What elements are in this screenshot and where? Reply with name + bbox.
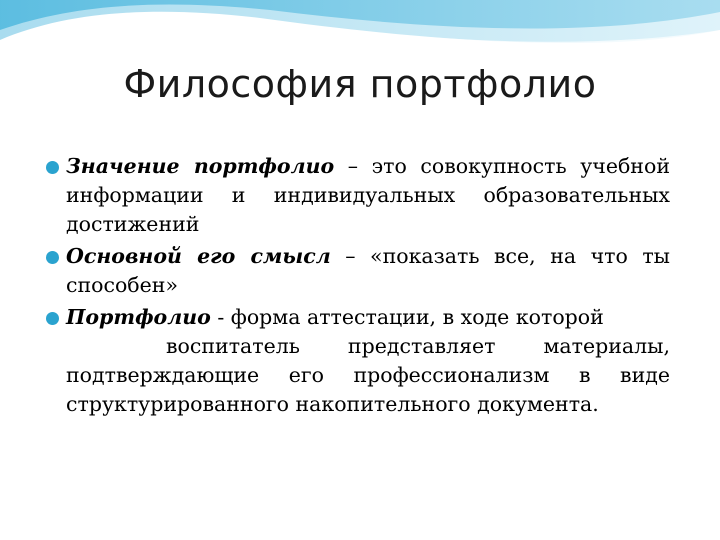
definition-text-rest: воспитатель представляет материалы, подтверждающие его профессионализм в виде структурированного накопительного документа. — [66, 334, 670, 416]
definition-text: – это совокупность учебной информации и индивидуальных образовательных достижений — [66, 154, 670, 236]
term-portfolio-meaning: Значение портфолио — [66, 154, 335, 178]
term-portfolio: Портфолио — [66, 305, 211, 329]
bullet-list — [44, 152, 670, 422]
definition-text: – «показать все, на что ты способен» — [66, 244, 670, 297]
bullet-dot-icon — [46, 312, 59, 325]
bullet-item-meaning — [44, 152, 670, 239]
definition-text-first: - форма аттестации, в ходе которой — [210, 305, 604, 329]
bullet-item-portfolio-form — [44, 303, 670, 419]
bullet-dot-icon — [46, 161, 59, 174]
slide-title: Философия портфолио — [123, 62, 597, 106]
bullet-dot-icon — [46, 251, 59, 264]
term-main-sense: Основной его смысл — [66, 244, 331, 268]
bullet-item-main-sense — [44, 242, 670, 300]
